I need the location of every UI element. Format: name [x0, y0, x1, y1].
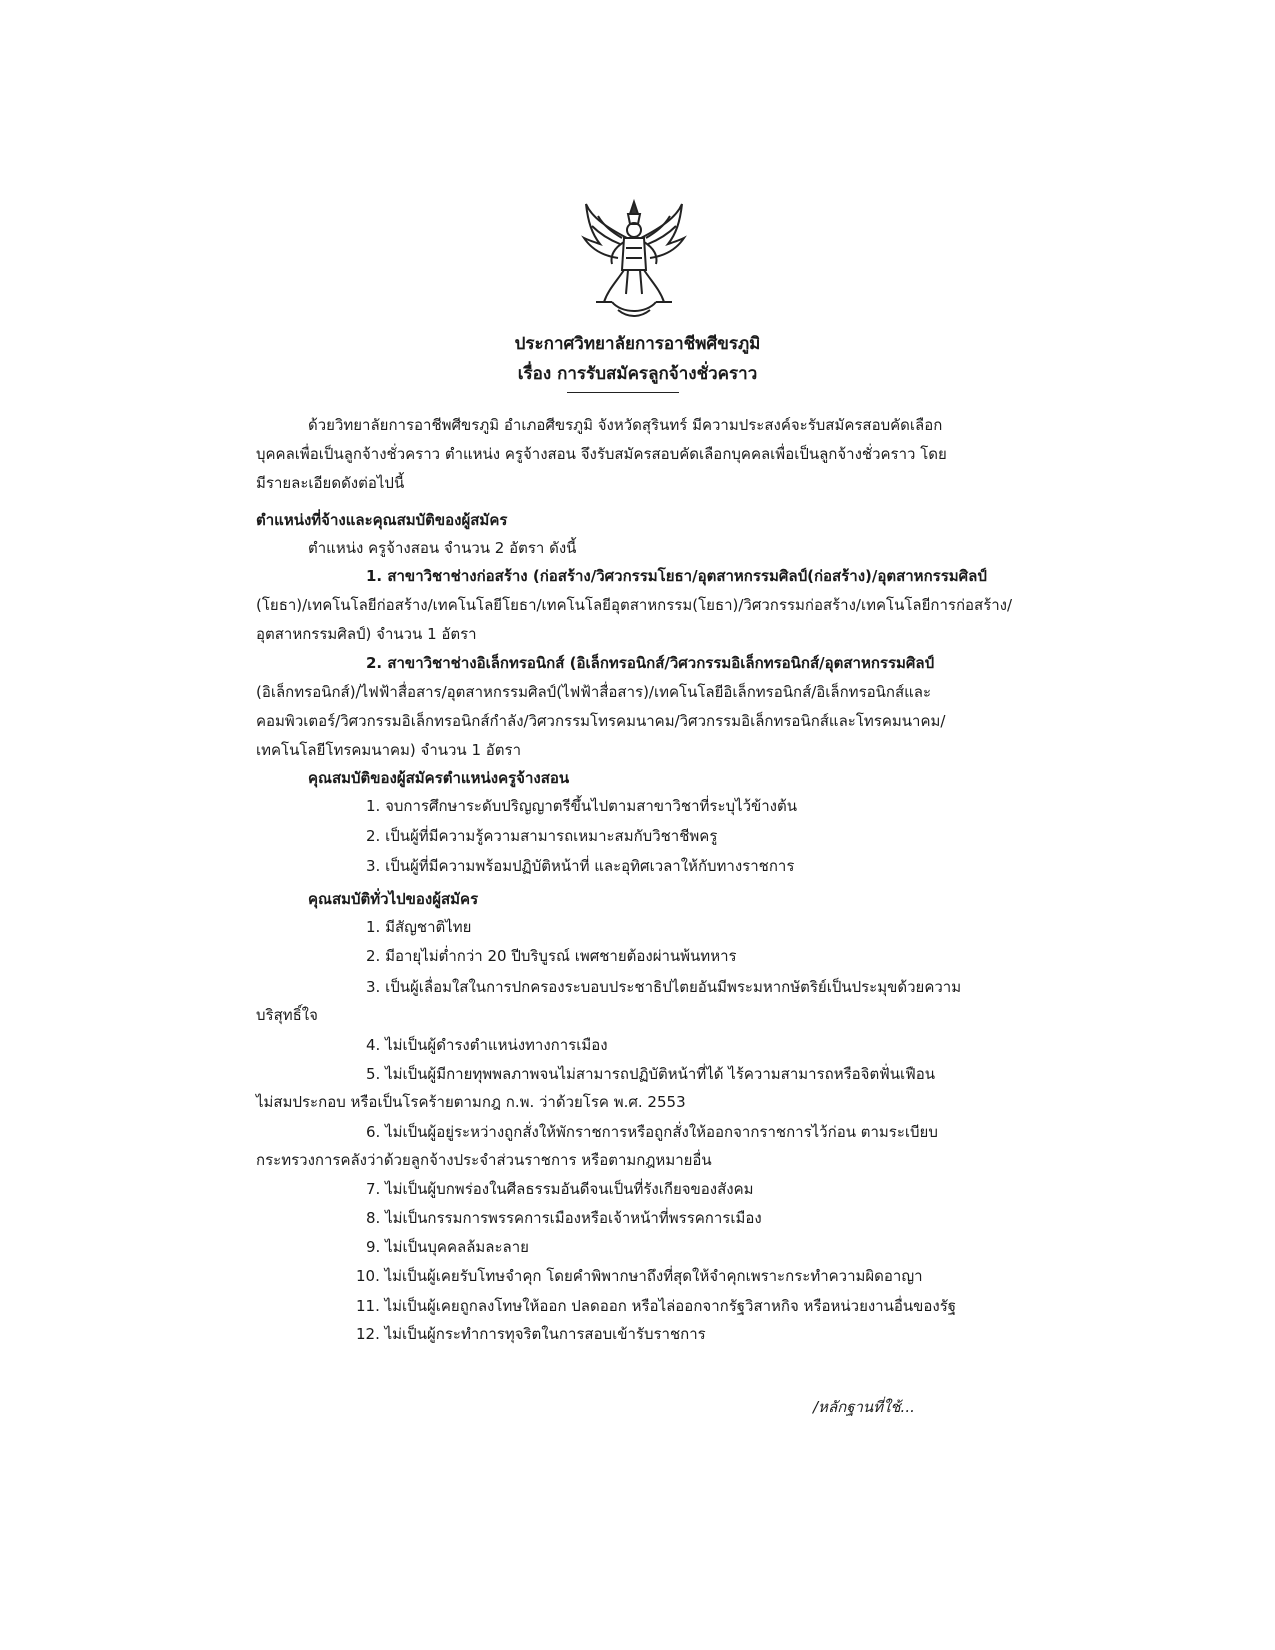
general-qual-item: 9. ไม่เป็นบุคคลล้มละลาย	[366, 1238, 529, 1256]
intro-line: บุคคลเพื่อเป็นลูกจ้างชั่วคราว ตำแหน่ง ครูจ้างสอน จึงรับสมัครสอบคัดเลือกบุคคลเพื่อเป็นลูกจ้างชั่วคราว โดย	[256, 445, 947, 463]
general-qual-item: 5. ไม่เป็นผู้มีกายทุพพลภาพจนไม่สามารถปฏิบัติหน้าที่ได้ ไร้ความสามารถหรือจิตฟั่นเฟือน	[366, 1065, 936, 1083]
general-qual-item: 12. ไม่เป็นผู้กระทำการทุจริตในการสอบเข้ารับราชการ	[356, 1325, 706, 1343]
intro-line: ด้วยวิทยาลัยการอาชีพศีขรภูมิ อำเภอศีขรภูมิ จังหวัดสุรินทร์ มีความประสงค์จะรับสมัครสอบคัดเลือก	[308, 416, 943, 434]
position-item-construction: (โยธา)/เทคโนโลยีก่อสร้าง/เทคโนโลยีโยธา/เทคโนโลยีอุตสาหกรรม(โยธา)/วิศวกรรมก่อสร้าง/เทคโนโลยีการก่อสร้าง/	[256, 596, 1013, 614]
general-qual-item: ไม่สมประกอบ หรือเป็นโรคร้ายตามกฎ ก.พ. ว่าด้วยโรค พ.ศ. 2553	[256, 1093, 686, 1111]
general-qual-item: 10. ไม่เป็นผู้เคยรับโทษจำคุก โดยคำพิพากษาถึงที่สุดให้จำคุกเพราะกระทำความผิดอาญา	[356, 1267, 923, 1285]
position-item-electronics: เทคโนโลยีโทรคมนาคม) จำนวน 1 อัตรา	[256, 741, 521, 759]
general-qual-item: 7. ไม่เป็นผู้บกพร่องในศีลธรรมอันดีจนเป็นที่รังเกียจของสังคม	[366, 1180, 754, 1198]
announcement-title: ประกาศวิทยาลัยการอาชีพศีขรภูมิ	[514, 334, 761, 354]
position-line: ตำแหน่ง ครูจ้างสอน จำนวน 2 อัตรา ดังนี้	[308, 539, 577, 557]
position-item-construction: อุตสาหกรรมศิลป์) จำนวน 1 อัตรา	[256, 625, 477, 643]
title-divider	[567, 392, 679, 393]
teacher-qual-item: 3. เป็นผู้ที่มีความพร้อมปฏิบัติหน้าที่ และอุทิศเวลาให้กับทางราชการ	[366, 857, 795, 875]
general-qual-item: 3. เป็นผู้เลื่อมใสในการปกครองระบอบประชาธิปไตยอันมีพระมหากษัตริย์เป็นประมุขด้วยความ	[366, 978, 962, 996]
general-qual-item: 4. ไม่เป็นผู้ดำรงตำแหน่งทางการเมือง	[366, 1036, 608, 1054]
teacher-qual-heading: คุณสมบัติของผู้สมัครตำแหน่งครูจ้างสอน	[308, 769, 570, 787]
general-qual-item: บริสุทธิ์ใจ	[256, 1006, 318, 1024]
general-qual-heading: คุณสมบัติทั่วไปของผู้สมัคร	[308, 890, 479, 908]
general-qual-item: 2. มีอายุไม่ต่ำกว่า 20 ปีบริบูรณ์ เพศชายต้องผ่านพ้นทหาร	[366, 947, 737, 965]
positions-heading: ตำแหน่งที่จ้างและคุณสมบัติของผู้สมัคร	[256, 511, 508, 529]
position-item-electronics: (อิเล็กทรอนิกส์)/ไฟฟ้าสื่อสาร/อุตสาหกรรมศิลป์(ไฟฟ้าสื่อสาร)/เทคโนโลยีอิเล็กทรอนิกส์/อิเล็กทรอนิกส์และ	[256, 683, 932, 701]
teacher-qual-item: 2. เป็นผู้ที่มีความรู้ความสามารถเหมาะสมกับวิชาชีพครู	[366, 827, 718, 845]
general-qual-item: 8. ไม่เป็นกรรมการพรรคการเมืองหรือเจ้าหน้าที่พรรคการเมือง	[366, 1209, 762, 1227]
general-qual-item: 11. ไม่เป็นผู้เคยถูกลงโทษให้ออก ปลดออก หรือไล่ออกจากรัฐวิสาหกิจ หรือหน่วยงานอื่นของรัฐ	[356, 1297, 957, 1315]
position-item-electronics: 2. สาขาวิชาช่างอิเล็กทรอนิกส์ (อิเล็กทรอนิกส์/วิศวกรรมอิเล็กทรอนิกส์/อุตสาหกรรมศิลป์	[366, 654, 935, 672]
position-item-electronics: คอมพิวเตอร์/วิศวกรรมอิเล็กทรอนิกส์กำลัง/วิศวกรรมโทรคมนาคม/วิศวกรรมอิเล็กทรอนิกส์และโทรคมนาคม/	[256, 712, 946, 730]
announcement-subject: เรื่อง การรับสมัครลูกจ้างชั่วคราว	[517, 364, 758, 384]
garuda-emblem-icon	[578, 198, 690, 322]
continued-marker: /หลักฐานที่ใช้...	[813, 1398, 915, 1416]
general-qual-item: กระทรวงการคลังว่าด้วยลูกจ้างประจำส่วนราชการ หรือตามกฎหมายอื่น	[256, 1151, 712, 1169]
general-qual-item: 1. มีสัญชาติไทย	[366, 918, 472, 936]
position-item-construction: 1. สาขาวิชาช่างก่อสร้าง (ก่อสร้าง/วิศวกรรมโยธา/อุตสาหกรรมศิลป์(ก่อสร้าง)/อุตสาหกรรมศิลป์	[366, 567, 987, 585]
intro-line: มีรายละเอียดดังต่อไปนี้	[256, 474, 405, 492]
teacher-qual-item: 1. จบการศึกษาระดับปริญญาตรีขึ้นไปตามสาขาวิชาที่ระบุไว้ข้างต้น	[366, 797, 797, 815]
general-qual-item: 6. ไม่เป็นผู้อยู่ระหว่างถูกสั่งให้พักราชการหรือถูกสั่งให้ออกจากราชการไว้ก่อน ตามระเบียบ	[366, 1123, 938, 1141]
